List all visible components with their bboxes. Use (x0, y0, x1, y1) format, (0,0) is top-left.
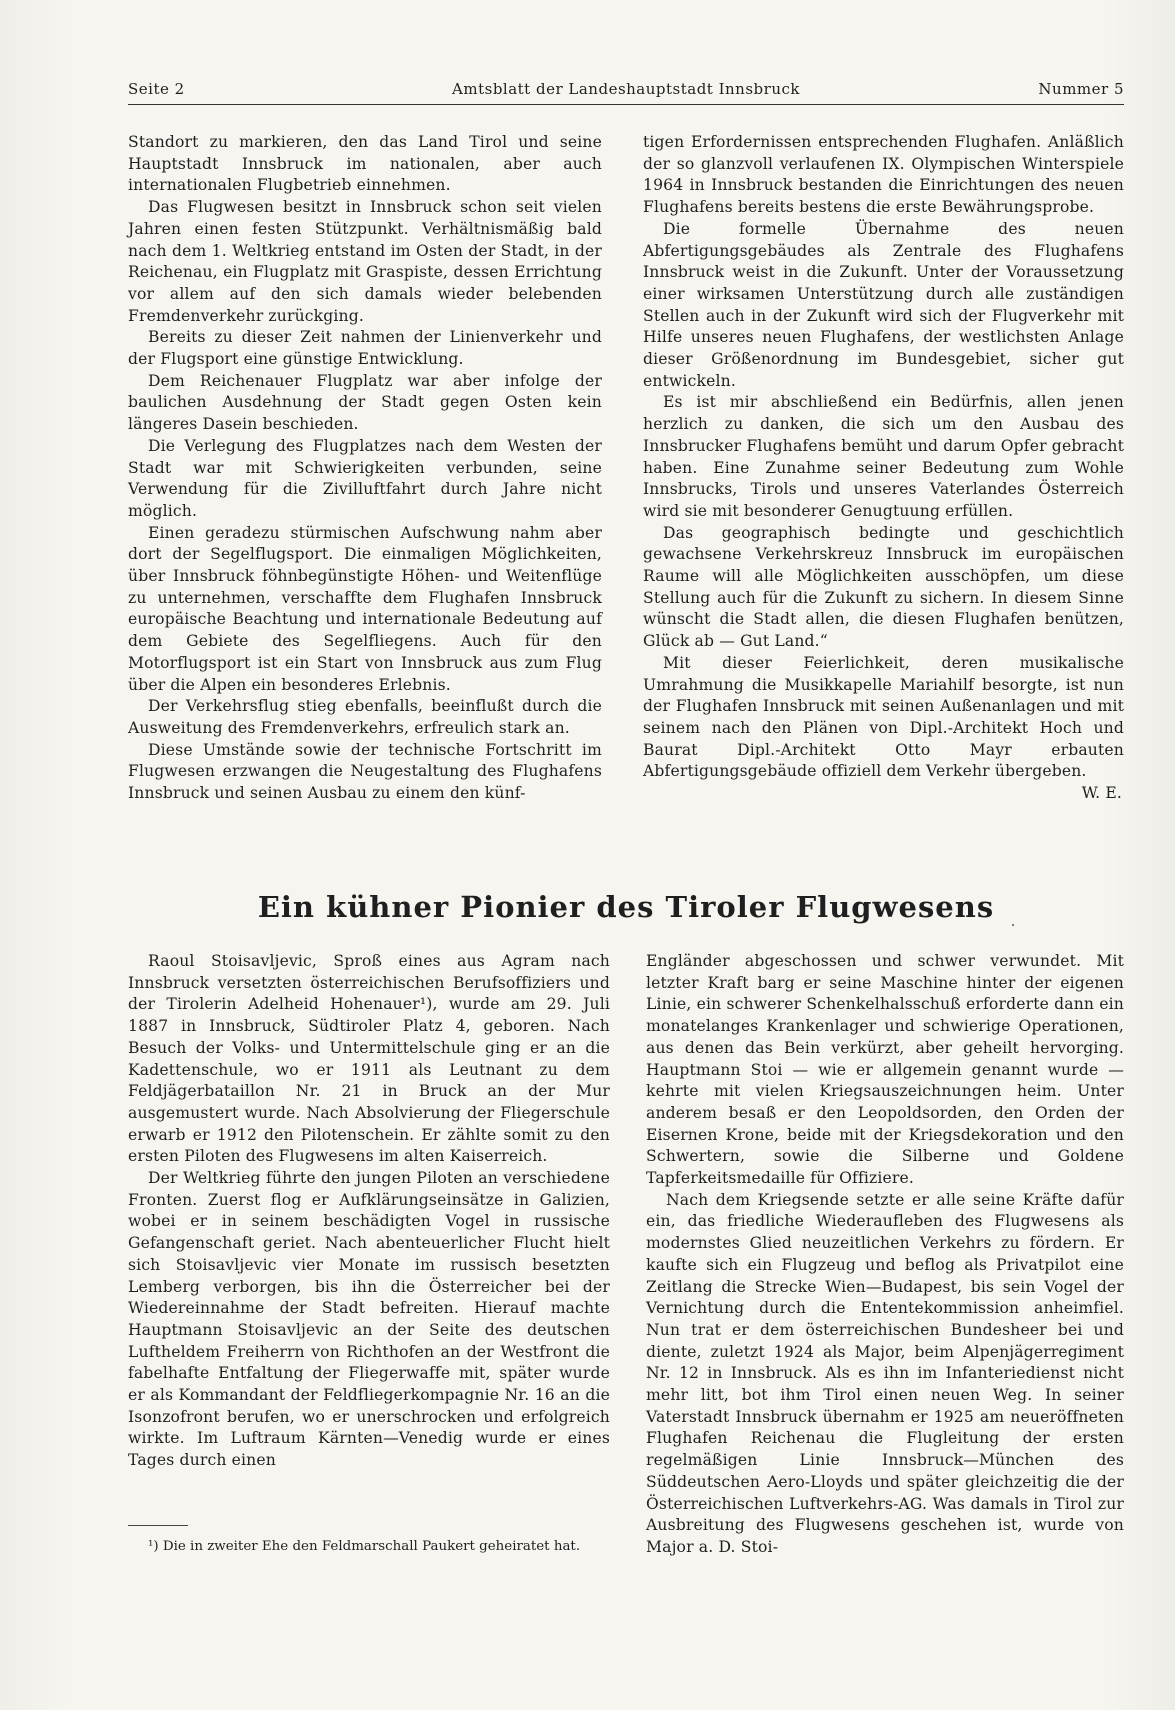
paragraph: Diese Umstände sowie der technische Fortschritt im Flugwesen erzwangen die Neugestaltung des Flughafens Innsbruck und seinen Ausbau zu einem den künf- (128, 740, 602, 803)
page-header (128, 80, 1124, 102)
footnote: ¹) Die in zweiter Ehe den Feldmarschall Paukert geheiratet hat. (148, 1539, 581, 1554)
ink-speck (1012, 924, 1014, 926)
article2-right-column (646, 951, 1124, 1559)
author-signature: W. E. (1081, 784, 1122, 803)
issue-number: Nummer 5 (1038, 80, 1124, 98)
paragraph: Nach dem Kriegsende setzte er alle seine Kräfte dafür ein, das friedliche Wiederaufleben des Flugwesens als modernstes Glied neuzeitlichen Verkehrs zu fördern. Er kaufte sich ein Flugzeug und beflog als Privatpilot eine Zeitlang die Strecke Wien—Budapest, bis sein Vogel der Vernichtung durch die Ententekommission anheimfiel. Nun trat er dem österreichischen Bundesheer bei und diente, zuletzt 1924 als Major, beim Alpenjägerregiment Nr. 12 in Innsbruck. Als es ihn im Infanteriedienst nicht mehr litt, bot ihm Tirol einen neuen Weg. In seiner Vaterstadt Innsbruck übernahm er 1925 am neueröffneten Flughafen Reichenau die Flugleitung der ersten regelmäßigen Linie Innsbruck—München des Süddeutschen Aero-Lloyds und später gleichzeitig die der Österreichischen Luftverkehrs-AG. Was damals in Tirol zur Ausbreitung des Flugwesens geschehen ist, wurde von Major a. D. Stoi- (646, 1190, 1124, 1556)
article1-left-column (128, 132, 602, 805)
paragraph: Einen geradezu stürmischen Aufschwung nahm aber dort der Segelflugsport. Die einmaligen Möglichkeiten, über Innsbruck föhnbegünstigte Höhen- und Weitenflüge zu unternehmen, verschaffte dem Flughafen Innsbruck europäische Beachtung und internationale Bedeutung auf dem Gebiete des Segelfliegens. Auch für den Motorflugsport ist ein Start von Innsbruck aus zum Flug über die Alpen ein besonderes Erlebnis. (128, 523, 602, 694)
paragraph: Engländer abgeschossen und schwer verwundet. Mit letzter Kraft barg er seine Maschine hinter der eigenen Linie, ein schwerer Schenkelhalsschuß erforderte dann ein monatelanges Krankenlager und schwierige Operationen, aus denen das Bein verkürzt, aber geheilt hervorging. Hauptmann Stoi — wie er allgemein genannt wurde — kehrte mit vielen Kriegsauszeichnungen heim. Unter anderem besaß er den Leopoldsorden, den Orden der Eisernen Krone, beide mit der Kriegsdekoration und den Schwertern, sowie die Silberne und Goldene Tapferkeitsmedaille für Offiziere. (646, 952, 1124, 1188)
article-heading: Ein kühner Pionier des Tiroler Flugwesens (257, 890, 995, 924)
paragraph: Die Verlegung des Flugplatzes nach dem Westen der Stadt war mit Schwierigkeiten verbunden, seine Verwendung für die Zivilluftfahrt durch Jahre nicht möglich. (128, 436, 602, 520)
paragraph: Der Verkehrsflug stieg ebenfalls, beeinflußt durch die Ausweitung des Fremdenverkehrs, erfreulich stark an. (128, 697, 602, 737)
article2-left-column (128, 951, 610, 1472)
paragraph: Mit dieser Feierlichkeit, deren musikalische Umrahmung die Musikkapelle Mariahilf besorgte, ist nun der Flughafen Innsbruck mit seinen Außenanlagen und mit seinem nach den Plänen von Dipl.-Architekt Hoch und Baurat Dipl.-Architekt Otto Mayr erbauten Abfertigungsgebäude offiziell dem Verkehr übergeben. (643, 653, 1124, 781)
paragraph: Das Flugwesen besitzt in Innsbruck schon seit vielen Jahren einen festen Stützpunkt. Verhältnismäßig bald nach dem 1. Weltkrieg entstand im Osten der Stadt, in der Reichenau, ein Flugplatz mit Graspiste, dessen Errichtung vor allem auf den sich damals wieder belebenden Fremdenverkehr zurückging. (128, 198, 602, 325)
paragraph: Dem Reichenauer Flugplatz war aber infolge der baulichen Ausdehnung der Stadt gegen Osten kein längeres Dasein beschieden. (128, 371, 602, 434)
article1-right-column (643, 132, 1124, 805)
publication-title: Amtsblatt der Landeshauptstadt Innsbruck (452, 80, 800, 98)
paragraph: Es ist mir abschließend ein Bedürfnis, allen jenen herzlich zu danken, die sich um den Ausbau des Innsbrucker Flughafens bemüht und darum Opfer gebracht haben. Eine Zunahme seiner Bedeutung zum Wohle Innsbrucks, Tirols und unseres Vaterlandes Österreich wird sie mit besonderer Genugtuung erfüllen. (643, 393, 1124, 520)
page-number: Seite 2 (128, 80, 185, 98)
paragraph: Das geographisch bedingte und geschichtlich gewachsene Verkehrskreuz Innsbruck im europäischen Raume will alle Möglichkeiten ausschöpfen, um diese Stellung auch für die Zukunft zu sichern. In diesem Sinne wünscht die Stadt allen, die diesen Flughafen benützen, Glück ab — Gut Land.“ (643, 523, 1124, 651)
paragraph: Der Weltkrieg führte den jungen Piloten an verschiedene Fronten. Zuerst flog er Aufklärungseinsätze in Galizien, wobei er in seinem beschädigten Vogel in russische Gefangenschaft geriet. Nach abenteuerlicher Flucht hielt sich Stoisavljevic vier Monate im russisch besetzten Lemberg verborgen, bis ihn die Österreicher bei der Wiedereinnahme der Stadt befreiten. Hierauf machte Hauptmann Stoisavljevic an der Seite des deutschen Luftheldem Freiherrn von Richthofen an der Westfront die fabelhafte Entfaltung der Fliegerwaffe mit, später wurde er als Kommandant der Feldfliegerkompagnie Nr. 16 an die Isonzofront berufen, wo er unerschrocken und erfolgreich wirkte. Im Luftraum Kärnten—Venedig wurde er eines Tages durch einen (128, 1169, 610, 1470)
paragraph: Raoul Stoisavljevic, Sproß eines aus Agram nach Innsbruck versetzten österreichischen Berufsoffiziers und der Tirolerin Adelheid Hohenauer¹), wurde am 29. Juli 1887 in Innsbruck, Südtiroler Platz 4, geboren. Nach Besuch der Volks- und Untermittelschule ging er an die Kadettenschule, wo er 1911 als Leutnant zu dem Feldjägerbataillon Nr. 21 in Bruck an der Mur ausgemustert wurde. Nach Absolvierung der Fliegerschule erwarb er 1912 den Pilotenschein. Er zählte somit zu den ersten Piloten des Flugwesens im alten Kaiserreich. (128, 952, 610, 1166)
header-rule (128, 104, 1124, 105)
paragraph: tigen Erfordernissen entsprechenden Flughafen. Anläßlich der so glanzvoll verlaufenen IX. Olympischen Winterspiele 1964 in Innsbruck bestanden die Einrichtungen des neuen Flughafens bereits bestens die erste Bewährungsprobe. (643, 133, 1124, 217)
footnote-rule (128, 1525, 188, 1526)
paragraph: Die formelle Übernahme des neuen Abfertigungsgebäudes als Zentrale des Flughafens Innsbruck weist in die Zukunft. Unter der Voraussetzung einer wirksamen Unterstützung durch alle zuständigen Stellen auch in der Zukunft wird sich der Flugverkehr mit Hilfe unseres neuen Flughafens, der westlichsten Anlage dieser Größenordnung im Bundesgebiet, sicher gut entwickeln. (643, 219, 1124, 390)
paragraph: Bereits zu dieser Zeit nahmen der Linienverkehr und der Flugsport eine günstige Entwicklung. (128, 328, 602, 369)
paragraph: Standort zu markieren, den das Land Tirol und seine Hauptstadt Innsbruck im nationalen, aber auch internationalen Flugbetrieb einnehmen. (128, 133, 602, 195)
